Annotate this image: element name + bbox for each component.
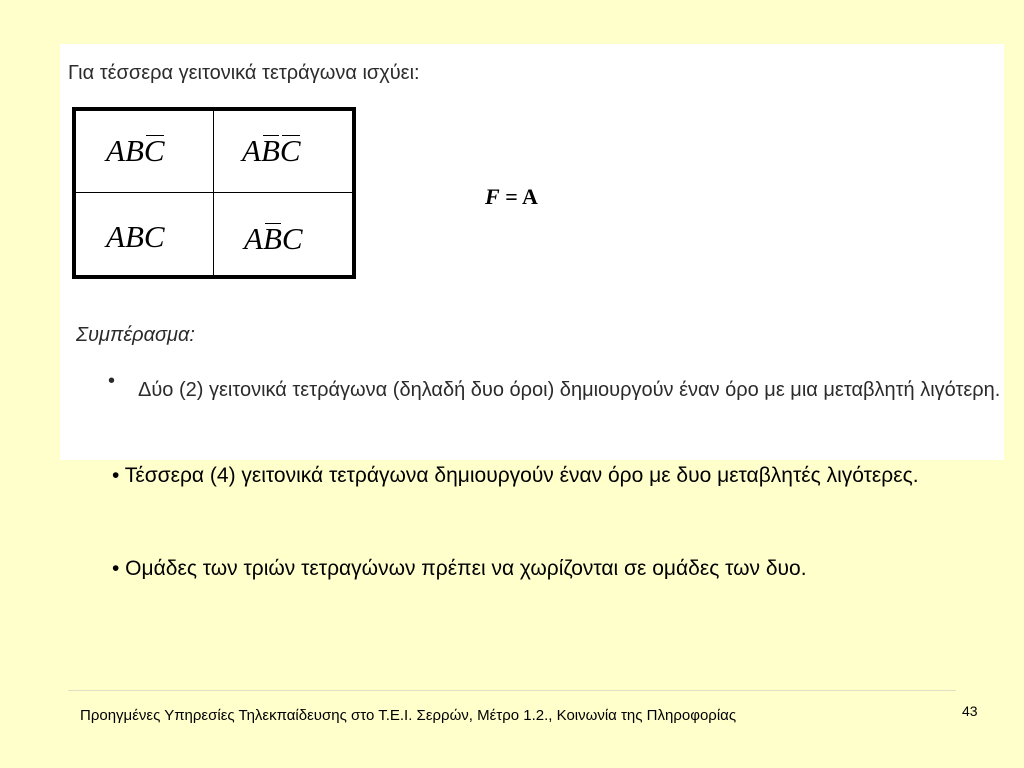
kmap-var-c: C <box>143 219 165 254</box>
panel-heading: Για τέσσερα γειτονικά τετράγωνα ισχύει: <box>68 62 420 84</box>
embedded-slide-image <box>60 44 1004 460</box>
kmap-term-1 <box>106 133 165 169</box>
footer-text: Προηγμένες Υπηρεσίες Τηλεκπαίδευσης στο Τ.Ε.Ι. Σερρών, Μέτρο 1.2., Κοινωνία της Πληροφορίας <box>80 707 737 724</box>
kmap-cell-1 <box>76 111 214 193</box>
footer-divider <box>68 690 956 691</box>
conclusion-bullet-text: Δύο (2) γειτονικά τετράγωνα (δηλαδή δυο όροι) δημιουργούν έναν όρο με μια μεταβλητή λιγότερη. <box>138 379 1001 401</box>
conclusion-title: Συμπέρασμα: <box>76 324 195 346</box>
kmap-term-3 <box>106 219 165 255</box>
bullet-icon: • <box>108 370 116 392</box>
kmap-term-4 <box>244 221 303 257</box>
kmap-var-b: B <box>124 219 144 254</box>
kmap-var-c-complement: C <box>279 133 301 168</box>
formula-rhs: A <box>522 184 538 209</box>
kmap-var-a: A <box>242 133 261 168</box>
bullet-three-squares: • Ομάδες των τριών τετραγώνων πρέπει να χωρίζονται σε ομάδες των δυο. <box>112 557 807 580</box>
kmap-var-b-complement: B <box>262 221 282 256</box>
formula-lhs: F <box>485 184 500 209</box>
kmap-cell-3 <box>76 193 214 275</box>
kmap-var-a: A <box>244 221 263 256</box>
kmap-var-b-complement: B <box>260 133 280 168</box>
kmap-cell-4 <box>214 193 352 275</box>
kmap-var-c: C <box>281 221 303 256</box>
kmap-cell-2 <box>214 111 352 193</box>
karnaugh-map <box>72 107 356 279</box>
page-number: 43 <box>962 703 978 719</box>
kmap-var-c-complement: C <box>143 133 165 168</box>
formula-equals: = <box>505 184 518 209</box>
kmap-var-b: B <box>124 133 144 168</box>
simplified-formula <box>485 184 538 210</box>
kmap-term-2 <box>242 133 301 169</box>
kmap-var-a: A <box>106 133 125 168</box>
bullet-four-squares: • Τέσσερα (4) γειτονικά τετράγωνα δημιουργούν έναν όρο με δυο μεταβλητές λιγότερες. <box>112 464 919 487</box>
kmap-var-a: A <box>106 219 125 254</box>
